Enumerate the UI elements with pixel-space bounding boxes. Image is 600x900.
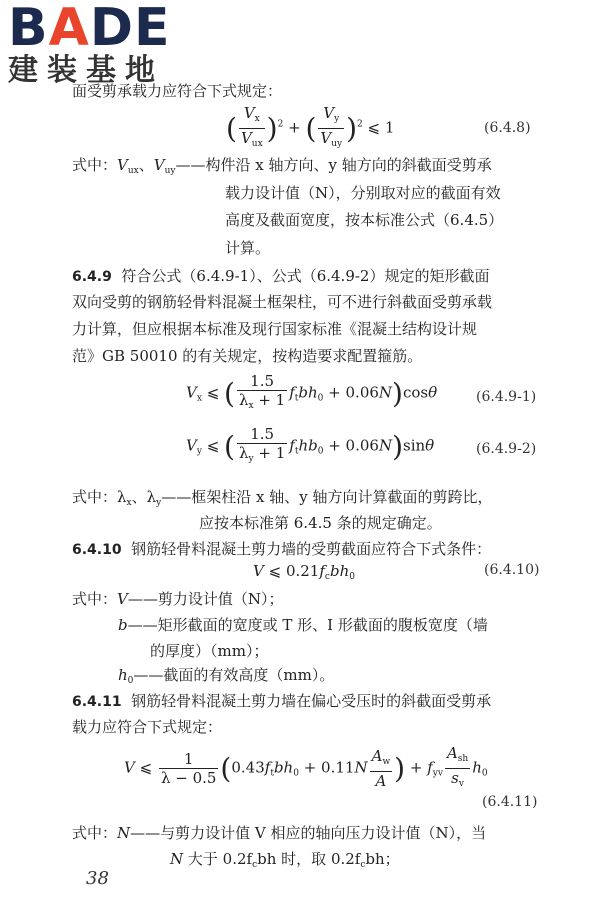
where-block: 式中：V——剪力设计值（N）； <box>72 590 284 608</box>
section-6-4-11: 6.4.11 钢筋轻骨料混凝土剪力墙在偏心受压时的斜截面受剪承 <box>72 692 492 710</box>
section-6-4-9: 6.4.9 符合公式（6.4.9-1）、公式（6.4.9-2）规定的矩形截面 <box>72 267 490 285</box>
where-block: 式中：$V_{ux}$、$V_{uy}——$构件沿 x 轴方向、y 轴方向的斜截面受剪承 <box>72 156 492 176</box>
section-6-4-10: 6.4.10 钢筋轻骨料混凝土剪力墙的受剪截面应符合下式条件： <box>72 540 492 558</box>
text-line: 载力设计值（N），分别取对应的截面有效 <box>225 184 501 202</box>
text-line: N 大于 $0.2f_cbh$ 时，取 $0.2f_cbh$； <box>170 850 400 870</box>
where-block: 式中：$\lambda_x$、$\lambda_y——$框架柱沿 x 轴、y 轴方向计算截面的剪跨比， <box>72 488 493 508</box>
text-line: 面受剪承载力应符合下式规定： <box>72 82 283 100</box>
text-line: 范》GB 50010 的有关规定，按构造要求配置箍筋。 <box>72 347 423 365</box>
text-line: 应按本标准第 6.4.5 条的规定确定。 <box>199 514 442 532</box>
equation-number: (6.4.9-1) <box>476 389 537 405</box>
page-number: 38 <box>86 868 109 889</box>
logo-wordmark: BADE <box>8 0 171 58</box>
equation-number: (6.4.9-2) <box>476 441 537 457</box>
equation-6-4-9-1: $V_x$ ⩽ ( $\frac{1.5}{\lambda_x + 1}$ $f_tbh_0 + 0.06N)\cos\theta$ <box>186 372 438 411</box>
text-line: 计算。 <box>225 239 271 257</box>
text-line: 的厚度）（mm）； <box>150 642 269 660</box>
equation-number: (6.4.11) <box>482 794 538 810</box>
where-item: b——矩形截面的宽度或 T 形、I 形截面的腹板宽度（墙 <box>118 616 488 634</box>
text-line: 载力应符合下式规定： <box>72 718 223 736</box>
text-line: 双向受剪的钢筋轻骨料混凝土框架柱，可不进行斜截面受剪承载 <box>72 293 493 311</box>
where-item: $h_0——$截面的有效高度（mm）。 <box>118 666 335 686</box>
equation-number: (6.4.8) <box>484 120 531 136</box>
logo-subtitle: 建装基地 <box>8 53 164 88</box>
where-block: 式中：N——与剪力设计值 V 相应的轴向压力设计值（N），当 <box>72 824 487 842</box>
equation-number: (6.4.10) <box>484 562 540 578</box>
equation-6-4-9-2: $V_y$ ⩽ ( $\frac{1.5}{\lambda_y + 1}$ $f_thb_0 + 0.06N)\sin\theta$ <box>186 425 435 464</box>
equation-6-4-8: ( $\frac{V_x}{V_{ux}}$ )$^2$ + ( $\frac{V_y}{V_{uy}}$ )$^2$ ⩽ 1 <box>226 104 395 149</box>
equation-6-4-11: V ⩽ $\frac{1}{\lambda - 0.5}$ ($0.43f_tbh_0 + 0.11N$ $\frac{A_w}{A}$ ) + $f_{yv}$ $\frac{A_{sh}}{s_v}$ $h_0$ <box>124 744 488 790</box>
text-line: 高度及截面宽度，按本标准公式（6.4.5） <box>225 211 504 229</box>
text-line: 力计算，但应根据本标准及现行国家标准《混凝土结构设计规 <box>72 320 478 338</box>
equation-6-4-10: V ⩽ $0.21f_cbh_0$ <box>253 562 355 582</box>
